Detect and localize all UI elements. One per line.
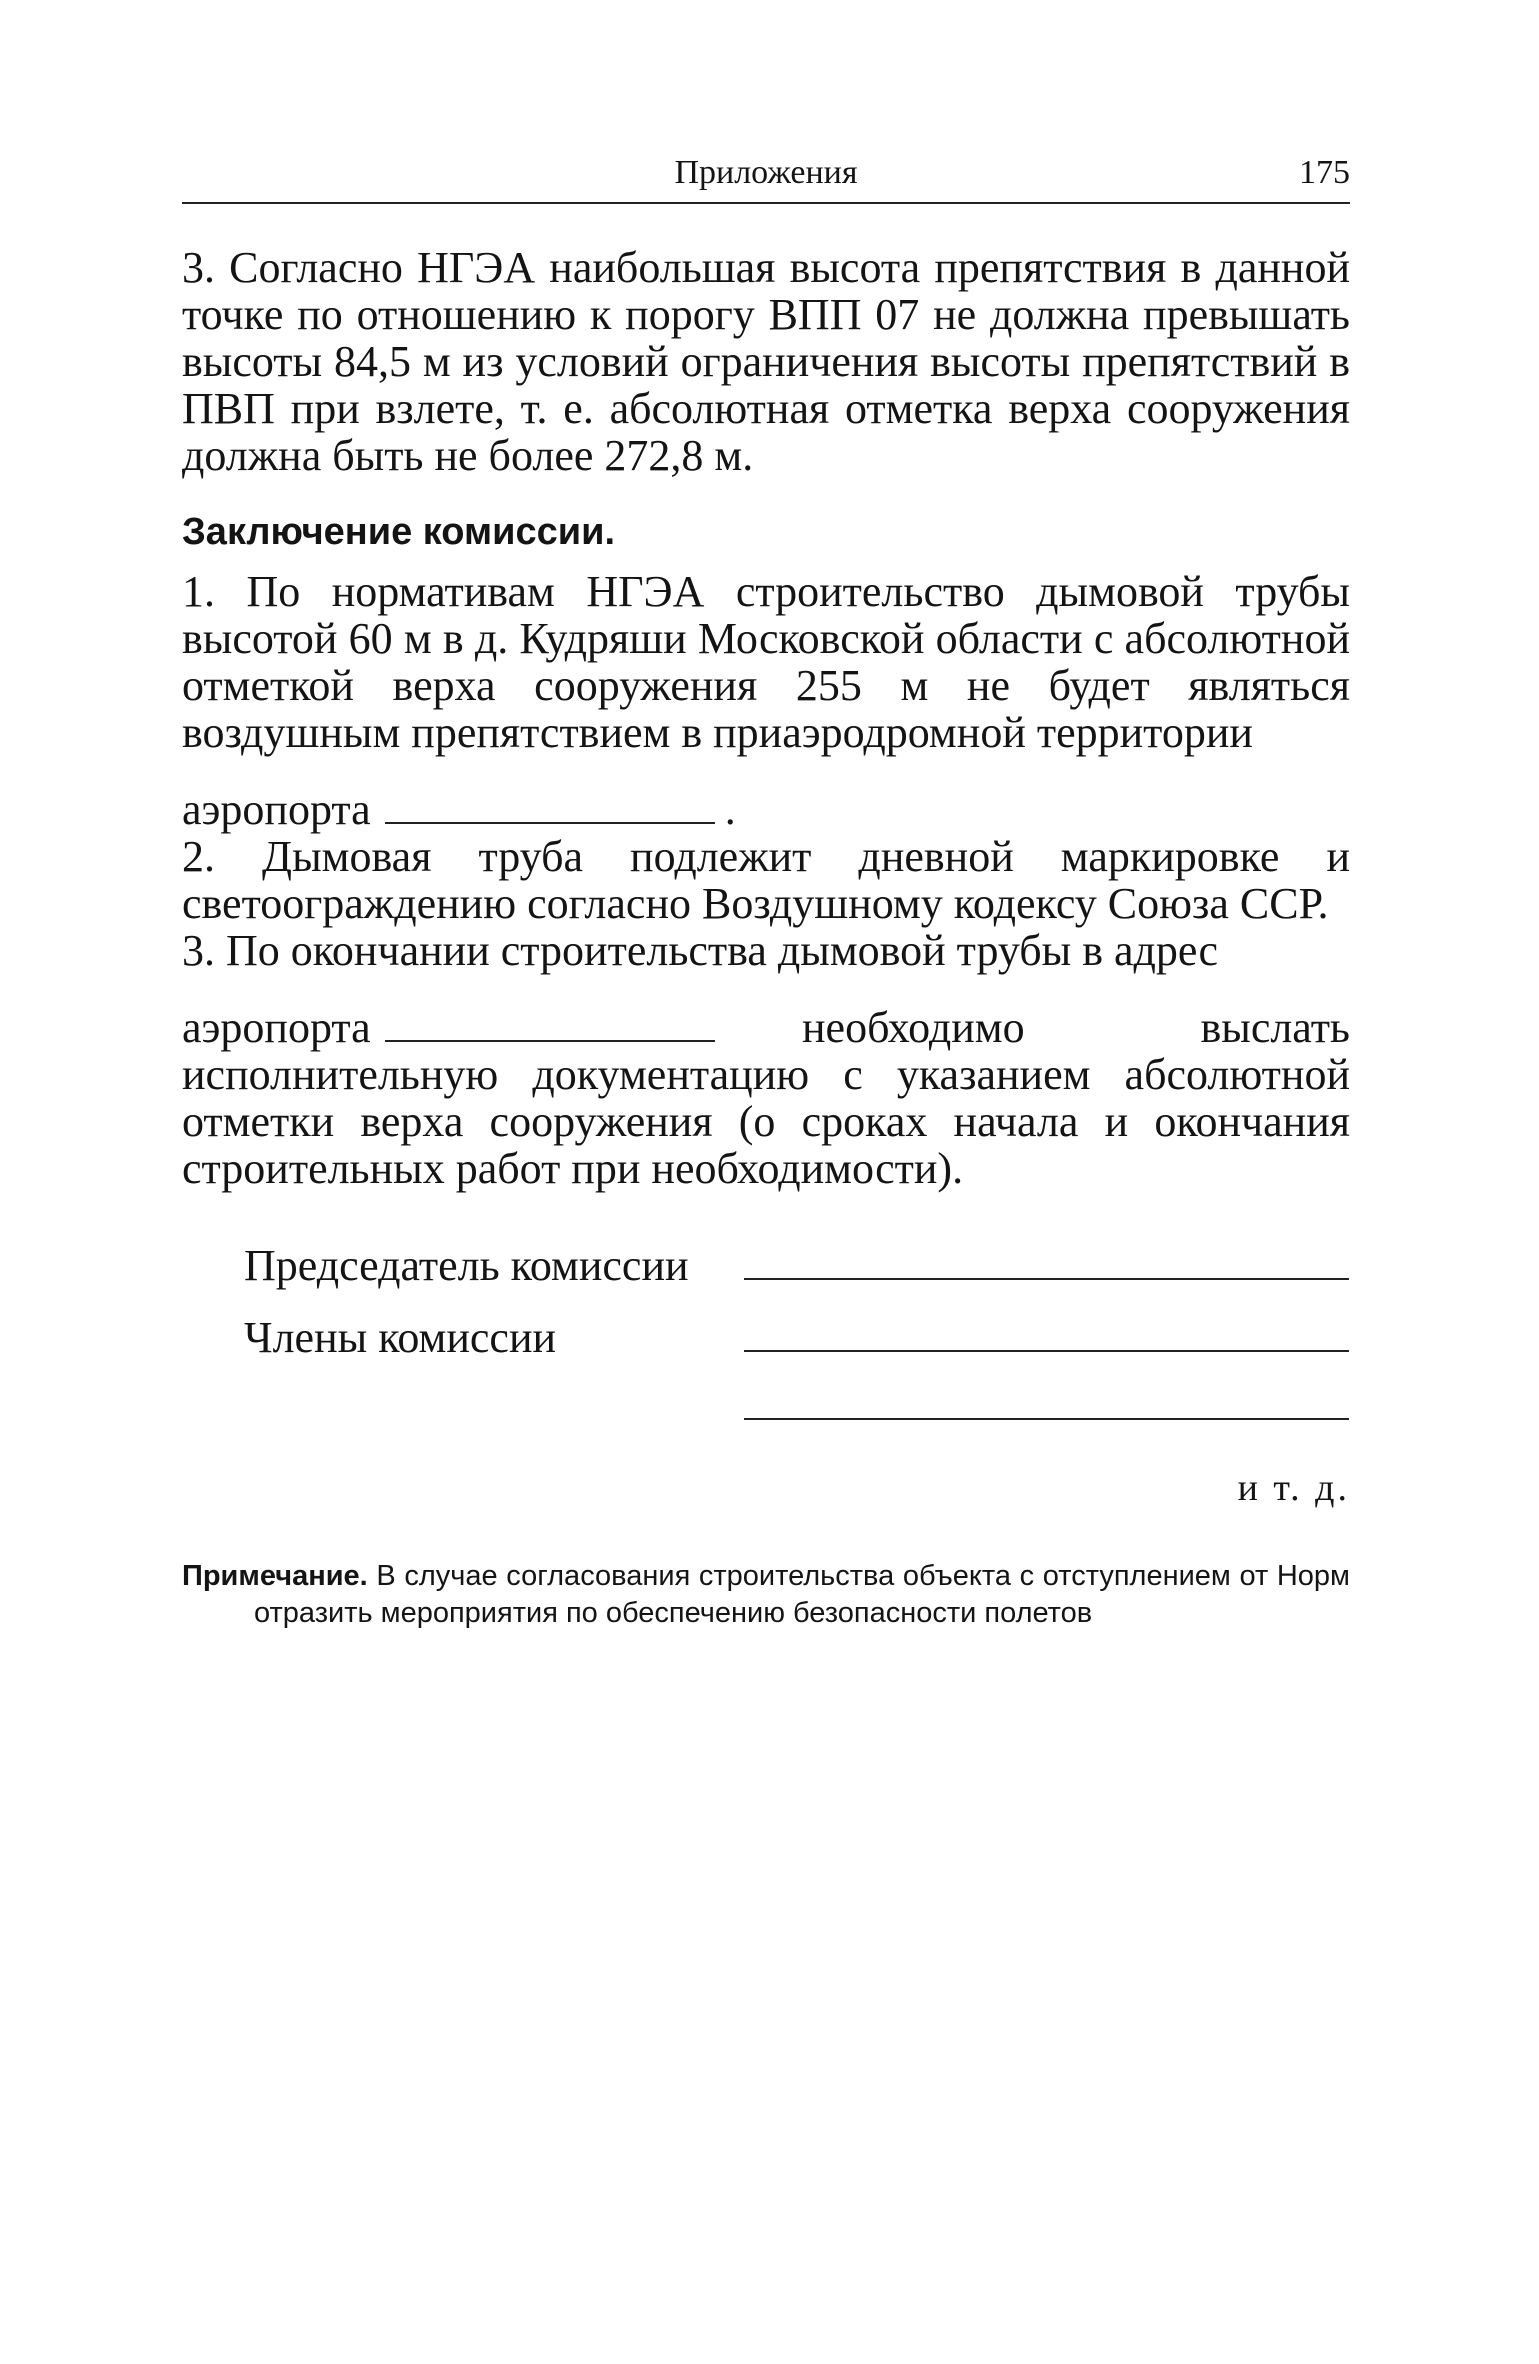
airport-label-2: аэропорта (182, 1003, 371, 1052)
chairman-signature-line[interactable] (744, 1244, 1349, 1280)
conclusion-item-2: 2. Дымовая труба подлежит дневной маркировке и светоограждению согласно Воздушному кодексу Союза ССР. (182, 832, 1350, 928)
paragraph-item-3: 3. Согласно НГЭА наибольшая высота препятствия в данной точке по отношению к порогу ВПП 07 не должна превышать высоты 84,5 м из условий ограничения высоты препятствий в ПВП при взлете, т. е. абсолютная отметка верха сооружения должна быть не более 272,8 м. (182, 243, 1350, 480)
members-row-extra (244, 1384, 1350, 1448)
running-head (182, 150, 1350, 204)
note-label: Примечание. (182, 1560, 368, 1592)
conclusion-heading: Заключение комиссии. (182, 511, 616, 553)
conclusion-item-3-continuation: необходимо выслать исполнительную документацию с указанием абсолютной отметки верха сооружения (о сроках начала и окончания строительных работ при необходимости). (182, 1003, 1350, 1193)
airport-blank-2[interactable] (385, 1002, 715, 1042)
chairman-label: Председатель комиссии (244, 1241, 689, 1290)
running-head-title: Приложения (674, 154, 858, 191)
members-label: Члены комиссии (244, 1313, 557, 1362)
note-text: В случае согласования строительства объекта с отступлением от Норм отразить мероприятия по обеспечению безопасности полетов (254, 1560, 1350, 1629)
page-number: 175 (1299, 154, 1350, 191)
airport-blank-1[interactable] (385, 784, 715, 824)
member-signature-line-1[interactable] (744, 1316, 1349, 1352)
airport-fill-line-1 (182, 784, 1350, 833)
members-row (244, 1312, 1350, 1384)
sentence-end-dot: . (724, 785, 736, 834)
conclusion-item-3: 3. По окончании строительства дымовой трубы в адрес (182, 926, 1219, 975)
document-page (182, 150, 1350, 1632)
member-signature-line-2[interactable] (744, 1384, 1349, 1420)
signature-block (244, 1240, 1350, 1448)
chairman-row (244, 1240, 1350, 1312)
etc-text: и т. д. (1237, 1467, 1350, 1509)
airport-label-1: аэропорта (182, 785, 371, 834)
conclusion-item-1: 1. По нормативам НГЭА строительство дымовой трубы высотой 60 м в д. Кудряши Московской области с абсолютной отметкой верха сооружения 255 м не будет являться воздушным препятствием в приаэродромной территории (182, 567, 1350, 757)
footnote (182, 1558, 1350, 1632)
